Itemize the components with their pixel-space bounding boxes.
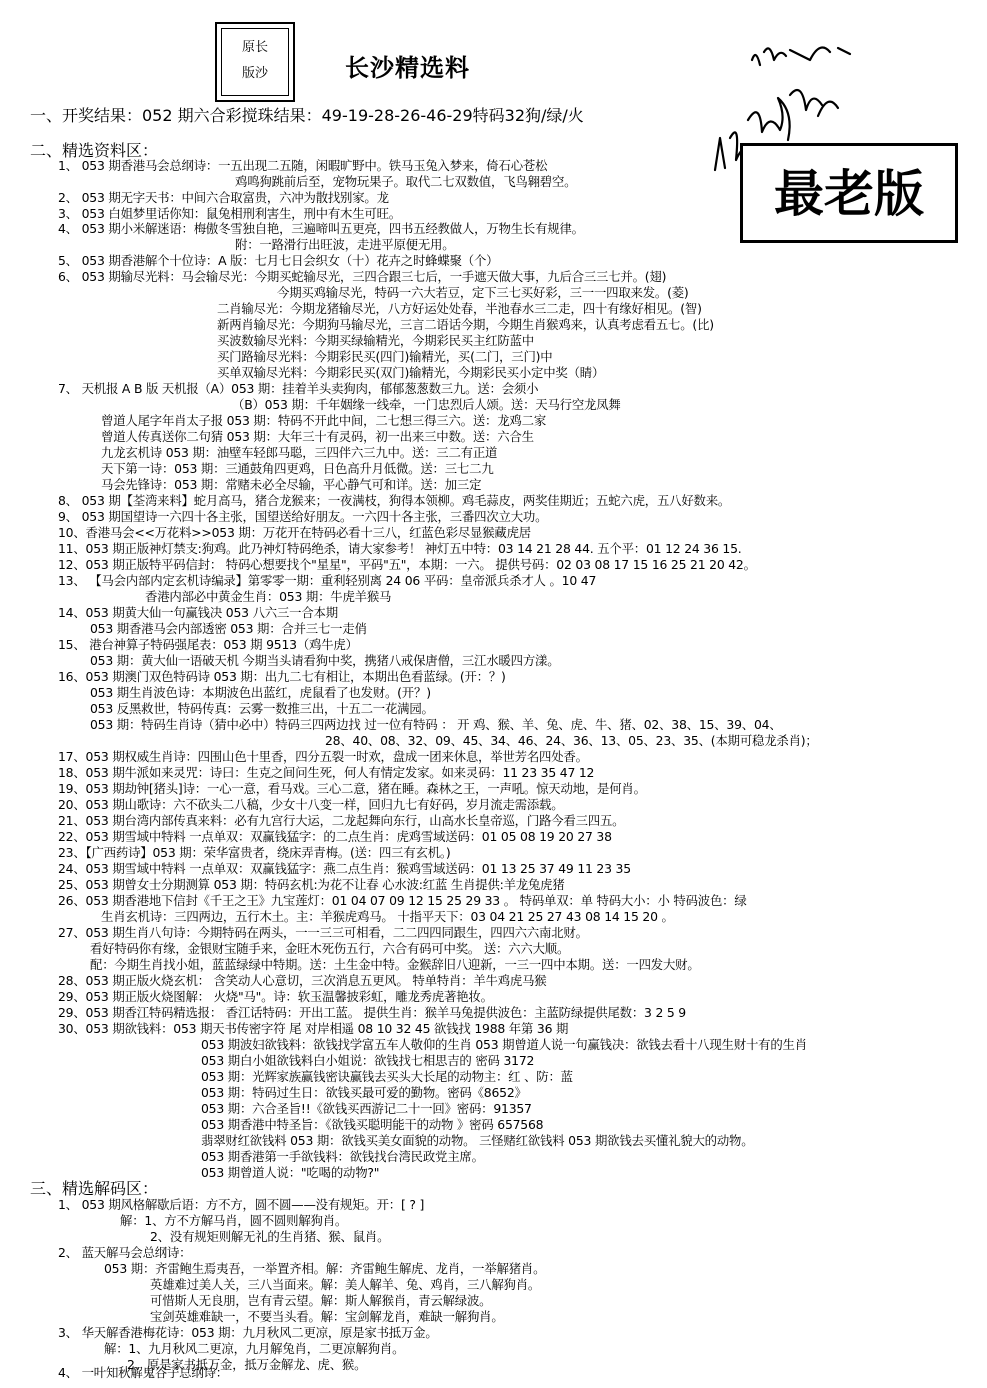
badge-zuilaoban: 最老版: [740, 143, 958, 243]
text-line: 16、053 期澳门双色特码诗 053 期：出九二七有相让，本期出色看蓝绿。(开：？): [58, 669, 506, 684]
text-line: 解：1、方不方解马肖，圆不圆则解狗肖。: [120, 1213, 348, 1228]
text-line: 053 期：特码生肖诗（猜中必中）特码三四两边找 过一位有特码 ： 开 鸡、猴、羊、兔、虎、牛、猪、02、38、15、39、04、: [90, 717, 782, 732]
text-line: 053 期生肖波色诗：本期波色出蓝红，虎鼠看了也发财。(开？): [90, 685, 431, 700]
text-line: 19、053 期劫钟[猪头]诗：一心一意，看马戏。三心二意，猪在睡。森林之王，一声吼。惊天动地，是何肖。: [58, 781, 646, 796]
text-line: 买单双输尽光料：今期彩民买(双门)输精光，今期彩民买小定中奖（睛）: [217, 365, 605, 380]
text-line: 解：1、九月秋风二更凉，九月解兔肖，二更凉解狗肖。: [104, 1341, 405, 1356]
stamp-line-1: 原长: [241, 40, 268, 55]
text-line: 看好特码你有缘，金银财宝随手来，金旺木死伤五行，六合有码可中奖。 送：六六大顺。: [90, 941, 570, 956]
text-line: 12、053 期正版特平码信封： 特码心想要找个"星星"，平码"五"，本期：一六。 提供号码：02 03 08 17 15 16 25 21 20 42。: [58, 557, 756, 572]
text-line: 30、053 期欲钱料：053 期天书传密字符 尾 对岸相遥 08 10 32 45 欲钱找 1988 年第 36 期: [58, 1021, 569, 1036]
text-line: 053 期曾道人说："吃喝的动物?": [201, 1165, 380, 1180]
text-line: 2、没有规矩则解无礼的生肖猪、猴、鼠肖。: [150, 1229, 390, 1244]
text-line: 1、 053 期香港马会总纲诗：一五出现二五随，闲暇旷野中。铁马玉兔入梦来，倚石心苍松: [58, 158, 548, 173]
text-line: 5、 053 期香港解个十位诗：A 版：七月七日会织女（十）花卉之时蜂蝶聚（个）: [58, 253, 499, 268]
text-line: 23、【广西药诗】053 期：荣华富贵者，绕床弄青梅。(送：四三有玄机。): [58, 845, 451, 860]
text-line: 配：今期生肖找小姐，蓝蓝绿绿中特期。送：土生金中特。金猴辞旧八迎新，一三一四中本期。送：一四发大财。: [90, 957, 700, 972]
text-line: 马会先锋诗：053 期：常赌未必全尽输，平心静气可和详。送：加三定: [101, 477, 482, 492]
text-line: 英雄难过美人关，三八当面来。解：美人解羊、兔、鸡肖，三八解狗肖。: [150, 1277, 541, 1292]
text-line: 6、 053 期输尽光料：马会输尽光：今期买蛇输尽光，三四合跟三七后，一手遮天做大事，九后合三三七并。(翅): [58, 269, 667, 284]
text-line: 8、 053 期【荃湾来料】蛇月高马，猪合龙猴来；一夜满枝，狗得本领柳。鸡毛蒜皮，两奖佳期近；五蛇六虎，五八好数来。: [58, 493, 731, 508]
text-line: 053 期：光辉家族赢钱密诀赢钱去买头大长尾的动物主：红 、防：蓝: [201, 1069, 573, 1084]
text-line: 1、 053 期风格解歇后语：方不方，圆不圆——没有规矩。开：[ ? ]: [58, 1197, 425, 1212]
text-line: 053 期香港马会内部透密 053 期：合并三七一走俏: [90, 621, 367, 636]
text-line: 2、 蓝天解马会总纲诗：: [58, 1245, 192, 1260]
section-3-heading: 三、精选解码区：: [30, 1179, 159, 1198]
text-line: 新两肖输尽光：今期狗马输尽光，三言二语话今期，今期生肖猴鸡来，认真考虑看五七。(比): [217, 317, 714, 332]
text-line: 053 期波妇欲钱料：欲钱找学富五车人敬仰的生肖 053 期曾道人说一句赢钱决：欲钱去看十八现生财十有的生肖: [201, 1037, 807, 1052]
text-line: 17、053 期权威生肖诗：四围山色十里香，四分五裂一时欢，盘成一团来休息，举世芳名四处香。: [58, 749, 588, 764]
text-line: 28、053 期正版火烧玄机： 含笑动人心意切，三次消息五更风。 特单特肖：羊牛鸡虎马猴: [58, 973, 547, 988]
section-2-heading: 二、精选资料区：: [30, 141, 159, 160]
text-line: 曾道人传真送你二句猜 053 期：大年三十有灵码，初一出来三中数。送：六合生: [101, 429, 534, 444]
text-line: 2、原是家书抵万金，抵万金解龙、虎、猴。: [127, 1357, 367, 1372]
text-line: 28、40、08、32、09、45、34、46、24、36、13、05、23、35、(本期可稳龙杀肖)；: [325, 733, 818, 748]
text-line: 26、053 期香港地下信封《千王之王》九宝莲灯：01 04 07 09 12 15 25 29 33 。 特码单双：单 特码大小：小 特码波色：绿: [58, 893, 747, 908]
text-line: 29、053 期香江特码精选报： 香江话特码：开出工蓝。 提供生肖：猴羊马兔提供波色：主蓝防绿提供尾数：3 2 5 9: [58, 1005, 686, 1020]
text-line: 鸡鸣狗跳前后至，宠物玩果子。取代二七双数值，飞鸟翱碧空。: [235, 174, 577, 189]
text-line: 附：一路滑行出旺波，走进平原便无用。: [235, 237, 455, 252]
text-line: 20、053 期山歌诗：六不砍头二八稿，少女十八变一样，回归九七有好码，岁月流走需添载。: [58, 797, 564, 812]
text-line: 24、053 期雪域中特料 一点单双：双赢钱猛字：燕二点生肖：猴鸡雪域送码：01 13 25 37 49 11 23 35: [58, 861, 631, 876]
text-line: 2、 053 期无字天书：中间六合取富贵，六冲为散找别家。龙: [58, 190, 389, 205]
text-line: 25、053 期曾女士分期测算 053 期：特码玄机:为花不让春 心水波:红蓝 生肖提供:羊龙兔虎猪: [58, 877, 565, 892]
text-line: 053 期香港第一手欲钱料：欲钱找台湾民政党主席。: [201, 1149, 484, 1164]
text-line: 11、053 期正版神灯禁支:狗鸡。此乃神灯特码绝杀，请大家参考！ 神灯五中特：03 14 21 28 44. 五个平：01 12 24 36 15.: [58, 541, 742, 556]
text-line: 天下第一诗：053 期：三通鼓角四更鸡，日色高升月低微。送：三七二九: [101, 461, 494, 476]
stamp-line-2: 版沙: [241, 66, 268, 81]
text-line: 21、053 期台湾内部传真来料：必有九宫行大运，二龙起舞向东行，山高水长皇帝巡，门路今看三四五。: [58, 813, 625, 828]
text-line: 曾道人尾字年肖太子报 053 期：特码不开此中间，二七想三得三六。送：龙鸡二家: [101, 413, 547, 428]
text-line: 3、 华天解香港梅花诗：053 期：九月秋风二更凉，原是家书抵万金。: [58, 1325, 438, 1340]
text-line: 053 期：特码过生日：欲钱买最可爱的勤物。密码《8652》: [201, 1085, 527, 1100]
stamp-box: [215, 22, 295, 102]
text-line: 买波数输尽光料：今期买绿输精光，今期彩民买主红防蓝中: [217, 333, 534, 348]
text-line: 053 期：齐雷鲍生焉夷吾，一举置齐相。解：齐雷鲍生解虎、龙肖，一举解猪肖。: [104, 1261, 546, 1276]
text-line: 香港内部必中黄金生肖：053 期：牛虎羊猴马: [145, 589, 392, 604]
text-line: 9、 053 期国望诗一六四十各主张，国望送给好朋友。一六四十各主张，三番四次立大功。: [58, 509, 548, 524]
text-line: 九龙玄机诗 053 期：油壁车轻郎马聪，三四伴六三九中。送：三二有正道: [101, 445, 498, 460]
text-line: 053 期白小姐欲钱料白小姐说：欲钱找七相思吉的 密码 3172: [201, 1053, 535, 1068]
text-line: 宝剑英雄难缺一，不要当头看。解：宝剑解龙肖，难缺一解狗肖。: [150, 1309, 504, 1324]
text-line: 翡翠财红欲钱料 053 期：欲钱买美女面貌的动物。 三怪赌红欲钱料 053 期欲钱去买懂礼貌大的动物。: [201, 1133, 754, 1148]
lottery-result-line: 一、开奖结果：052 期六合彩搅珠结果：49-19-28-26-46-29特码32狗/绿/火: [30, 106, 584, 125]
text-line: 27、053 期生肖八句诗：今期特码在两头，一一三三可相看，二二四四同跟生，四四六六南北财。: [58, 925, 588, 940]
text-line: （B）053 期：千年姻缘一线牵，一门忠烈后人颂。送：天马行空龙凤舞: [232, 397, 621, 412]
text-line: 今期买鸡输尽光，特码一六大若豆，定下三七买好彩，三一一四取来发。(菱): [277, 285, 689, 300]
text-line: 3、 053 白姐梦里话你知：鼠兔相刑利害生，刑中有木生可旺。: [58, 206, 401, 221]
text-line: 10、香港马会<<万花料>>053 期：万花开在特码必看十三八，红蓝色彩尽显猴藏虎居: [58, 525, 531, 540]
text-line: 13、 【马会内部内定玄机诗编录】第零零一期：重利轻别离 24 06 平码：皇帝派兵杀才人 。10 47: [58, 573, 597, 588]
text-line: 7、 天机报 A B 版 天机报（A）053 期：挂着羊头卖狗肉，郁郁葱葱数三九。送：会须小: [58, 381, 539, 396]
page-title: 长沙精选料: [345, 54, 470, 82]
text-line: 二肖输尽光：今期龙猪输尽光，八方好运处处春，半池春水三二走，四十有缘好相见。(智): [217, 301, 702, 316]
text-line: 14、053 期黄大仙一句赢钱决 053 八六三一合本期: [58, 605, 338, 620]
text-line: 053 期：黄大仙一语破天机 今期当头请看狗中奖，携猪八戒保唐僧，三江水暖四方漾。: [90, 653, 560, 668]
text-line: 4、 053 期小米解迷语：梅傲冬雪独自艳，三遍啼叫五更亮，四书五经教做人，万物生长有规律。: [58, 221, 584, 236]
text-line: 29、053 期正版火烧图解： 火烧"马"。诗：软玉温馨披彩虹，雕龙秀虎著艳妆。: [58, 989, 493, 1004]
text-line: 22、053 期雪域中特料 一点单双：双赢钱猛字：的二点生肖：虎鸡雪域送码：01 05 08 19 20 27 38: [58, 829, 612, 844]
text-line: 4、 一叶知秋解鬼谷子总纲诗：: [58, 1365, 228, 1380]
text-line: 15、 港台神算子特码强尾表：053 期 9513（鸡牛虎）: [58, 637, 358, 652]
text-line: 053 期香港中特圣旨：《欲钱买聪明能干的动物 》密码 657568: [201, 1117, 544, 1132]
stamp-inner: [221, 28, 289, 96]
text-line: 生肖玄机诗：三四两边，五行木土。主：羊猴虎鸡马。 十指平天下：03 04 21 25 27 43 08 14 15 20 。: [101, 909, 674, 924]
text-line: 053 反黑救世，特码传真：云雾一数推三出，十五二一花满园。: [90, 701, 434, 716]
text-line: 买门路输尽光料：今期彩民买(四门)输精光，买(二门，三门)中: [217, 349, 553, 364]
text-line: 053 期：六合圣旨!!《欲钱买西游记二十一回》密码：91357: [201, 1101, 532, 1116]
text-line: 18、053 期牛派如来灵咒：诗曰：生克之间问生死，何人有情定发家。如来灵码：11 23 35 47 12: [58, 765, 595, 780]
text-line: 可惜斯人无良朋，岂有青云望。解：斯人解猴肖，青云解绿波。: [150, 1293, 492, 1308]
